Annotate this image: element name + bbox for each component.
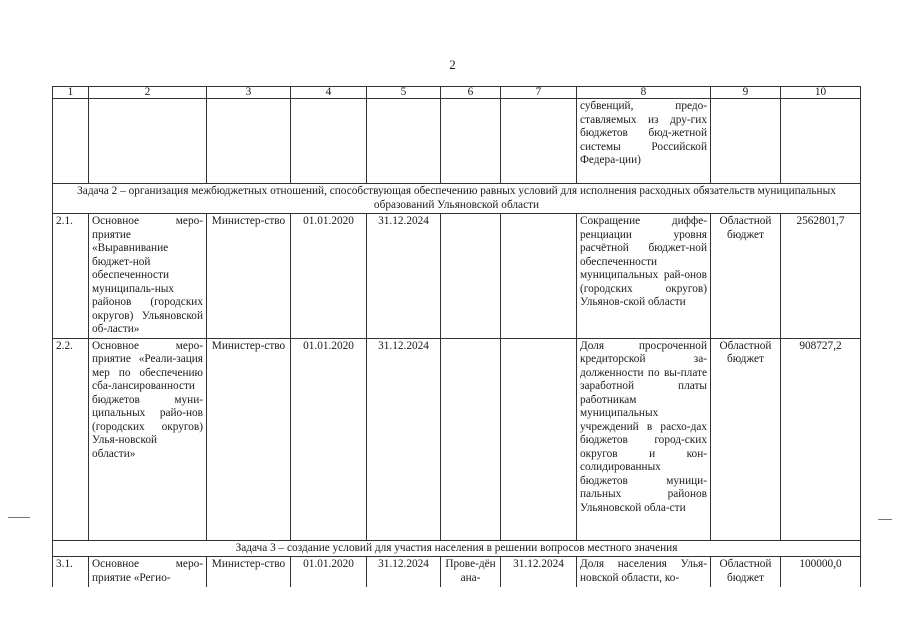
col-header-9: 9 — [711, 87, 781, 99]
col-header-7: 7 — [501, 87, 577, 99]
task-2-row — [53, 184, 861, 214]
event-name: Основное меро-приятие «Реали-зация мер по обеспечению сба-лансированности бюджетов муни-ципальных райо-нов (городских округов) Улья-новской области» — [89, 338, 207, 540]
task-2-heading: Задача 2 – организация межбюджетных отношений, способствующая обеспечению равных условий для исполнения расходных обязательств муниципальных образований Ульяновской области — [53, 184, 861, 214]
event-name: Основное меро-приятие «Выравнивание бюджет-ной обеспеченности муниципаль-ных районов (городских округов) Ульяновской об-ласти» — [89, 214, 207, 339]
funding-source: Областной бюджет — [711, 338, 781, 540]
col-6-cell — [441, 214, 501, 339]
funding-source: Областной бюджет — [711, 557, 781, 587]
program-table — [52, 86, 861, 587]
scan-mark — [8, 517, 30, 518]
table-row — [53, 338, 861, 540]
table-row — [53, 214, 861, 339]
col-7-cell — [501, 338, 577, 540]
col-header-1: 1 — [53, 87, 89, 99]
col-6-cell: Прове-дён ана- — [441, 557, 501, 587]
continuation-indicator: субвенций, предо-ставляемых из дру-гих бюджетов бюд-жетной системы Российской Федера-ции) — [577, 99, 711, 184]
end-date: 31.12.2024 — [367, 214, 441, 339]
funding-amount: 100000,0 — [781, 557, 861, 587]
scan-mark — [878, 519, 892, 520]
start-date: 01.01.2020 — [291, 338, 367, 540]
column-number-row — [53, 87, 861, 99]
page-number: 2 — [449, 57, 456, 72]
end-date: 31.12.2024 — [367, 338, 441, 540]
col-6-cell — [441, 338, 501, 540]
task-3-heading: Задача 3 – создание условий для участия населения в решении вопросов местного значения — [53, 540, 861, 557]
executor: Министер-ство — [207, 557, 291, 587]
row-number: 3.1. — [53, 557, 89, 587]
executor: Министер-ство — [207, 338, 291, 540]
executor: Министер-ство — [207, 214, 291, 339]
col-header-8: 8 — [577, 87, 711, 99]
col-header-3: 3 — [207, 87, 291, 99]
funding-source: Областной бюджет — [711, 214, 781, 339]
col-header-2: 2 — [89, 87, 207, 99]
funding-amount: 908727,2 — [781, 338, 861, 540]
indicator: Доля просроченной кредиторской за-долженности по вы-плате заработной платы работникам муниципальных учреждений в расхо-дах бюджетов город-ских округов и кон-солидированных бюджетов муници-пальных районов Ульяновской обла-сти — [577, 338, 711, 540]
start-date: 01.01.2020 — [291, 557, 367, 587]
col-header-6: 6 — [441, 87, 501, 99]
event-name: Основное меро-приятие «Регио- — [89, 557, 207, 587]
indicator: Доля населения Улья-новской области, ко- — [577, 557, 711, 587]
col-7-cell — [501, 214, 577, 339]
col-7-cell: 31.12.2024 — [501, 557, 577, 587]
col-header-4: 4 — [291, 87, 367, 99]
start-date: 01.01.2020 — [291, 214, 367, 339]
indicator: Сокращение диффе-ренциации уровня расчётной бюджет-ной обеспеченности муниципальных рай-онов (городских округов) Ульянов-ской области — [577, 214, 711, 339]
end-date: 31.12.2024 — [367, 557, 441, 587]
col-header-5: 5 — [367, 87, 441, 99]
table-row — [53, 557, 861, 587]
continuation-row — [53, 99, 861, 184]
row-number: 2.2. — [53, 338, 89, 540]
task-3-row — [53, 540, 861, 557]
funding-amount: 2562801,7 — [781, 214, 861, 339]
col-header-10: 10 — [781, 87, 861, 99]
row-number: 2.1. — [53, 214, 89, 339]
